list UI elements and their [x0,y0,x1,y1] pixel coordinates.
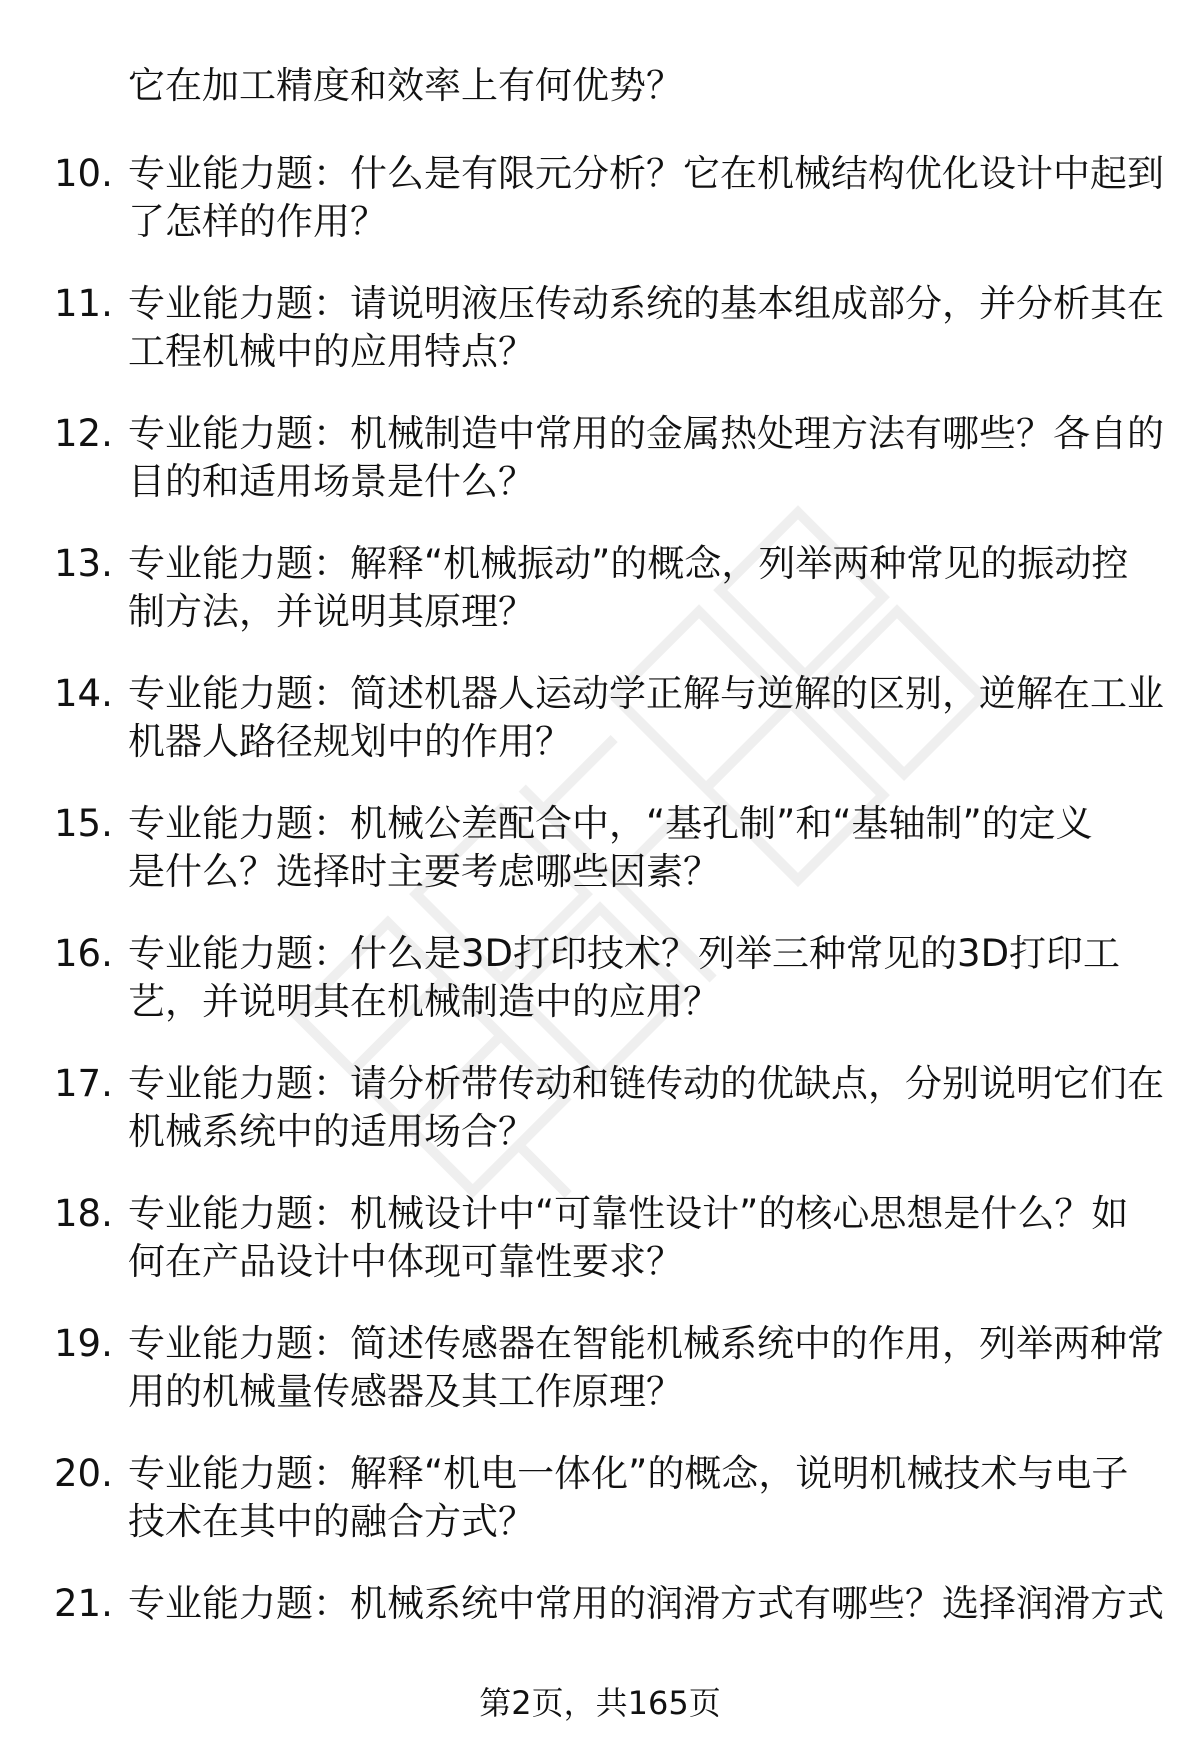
question-text-line: 专业能力题：什么是有限元分析？它在机械结构优化设计中起到 [128,152,1164,195]
page-footer: 第2页，共165页 [479,1684,721,1722]
question-text-line: 了怎样的作用？ [128,200,387,243]
question-text [128,1190,1138,1286]
question-item [0,1450,1200,1580]
question-item [0,670,1200,800]
question-text [128,1320,1164,1416]
question-text-line: 用的机械量传感器及其工作原理？ [128,1370,683,1413]
question-number: 12. [54,412,113,455]
question-text-line: 专业能力题：请说明液压传动系统的基本组成部分，并分析其在 [128,282,1164,325]
question-text [128,800,1138,896]
question-text-line: 专业能力题：简述机器人运动学正解与逆解的区别，逆解在工业 [128,672,1164,715]
question-item [0,410,1200,540]
question-text-line: 专业能力题：机械制造中常用的金属热处理方法有哪些？各自的 [128,412,1164,455]
question-text [128,540,1138,636]
question-number: 10. [54,152,113,195]
question-text [128,150,1164,246]
question-number: 13. [54,542,113,585]
question-text-line: 制方法，并说明其原理？ [128,590,535,633]
question-text-line: 目的和适用场景是什么？ [128,460,535,503]
question-number: 20. [54,1452,113,1495]
question-text-line: 专业能力题：解释“机电一体化”的概念，说明机械技术与电子 [128,1452,1129,1495]
question-text-line: 机器人路径规划中的作用？ [128,720,572,763]
question-number: 15. [54,802,113,845]
question-text-line: 专业能力题：机械设计中“可靠性设计”的核心思想是什么？如 [128,1192,1129,1235]
question-item [0,1060,1200,1190]
question-text-line: 专业能力题：简述传感器在智能机械系统中的作用，列举两种常 [128,1322,1164,1365]
question-number: 17. [54,1062,113,1105]
question-text-line: 是什么？选择时主要考虑哪些因素？ [128,850,720,893]
question-number: 14. [54,672,113,715]
question-number: 11. [54,282,113,325]
question-text-line: 专业能力题：解释“机械振动”的概念，列举两种常见的振动控 [128,542,1129,585]
question-text-line: 专业能力题：什么是3D打印技术？列举三种常见的3D打印工 [128,932,1121,975]
question-text-line: 工程机械中的应用特点？ [128,330,535,373]
question-item [0,150,1200,280]
question-number: 21. [54,1582,113,1625]
question-text [128,1580,1164,1628]
question-item [0,1190,1200,1320]
question-number: 18. [54,1192,113,1235]
question-text-line: 专业能力题：机械系统中常用的润滑方式有哪些？选择润滑方式 [128,1582,1164,1625]
question-text [128,410,1164,506]
question-item [0,930,1200,1060]
question-item [0,540,1200,670]
question-text-line: 艺，并说明其在机械制造中的应用？ [128,980,720,1023]
question-list [0,150,1200,1710]
question-text-line: 机械系统中的适用场合？ [128,1110,535,1153]
question-text-line: 何在产品设计中体现可靠性要求？ [128,1240,683,1283]
question-item [0,800,1200,930]
question-text-line: 专业能力题：机械公差配合中，“基孔制”和“基轴制”的定义 [128,802,1093,845]
continued-question-line: 它在加工精度和效率上有何优势？ [128,64,683,107]
question-text-line: 技术在其中的融合方式？ [128,1500,535,1543]
question-text [128,930,1138,1026]
question-text [128,280,1164,376]
question-text [128,1450,1138,1546]
question-number: 16. [54,932,113,975]
question-item [0,280,1200,410]
question-text [128,670,1164,766]
question-number: 19. [54,1322,113,1365]
question-item [0,1320,1200,1450]
question-text [128,1060,1164,1156]
question-text-line: 专业能力题：请分析带传动和链传动的优缺点，分别说明它们在 [128,1062,1164,1105]
